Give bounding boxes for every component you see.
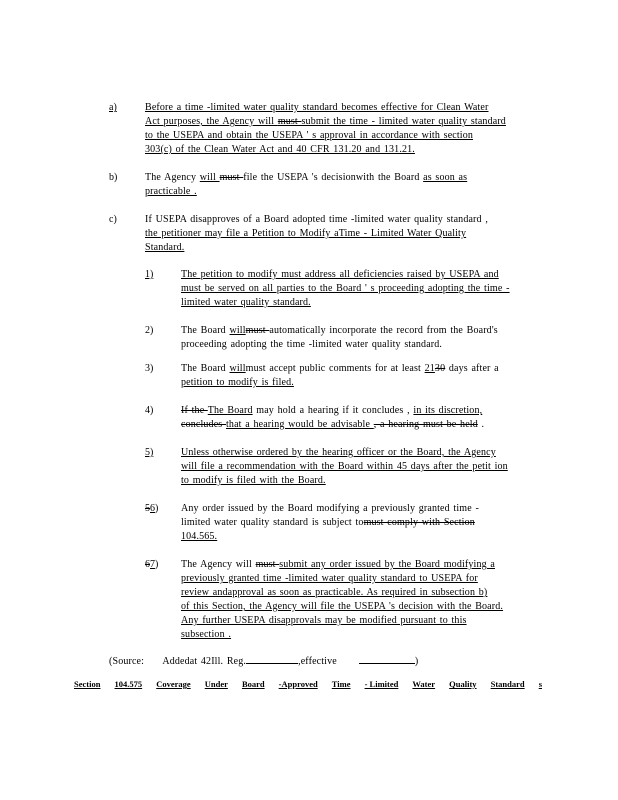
item-c1-line-1: The petition to modify must address all deficiencies raised by USEPA and: [181, 269, 499, 280]
heading-word: Standard: [490, 679, 525, 689]
heading-word: - Limited: [364, 679, 399, 689]
item-c-label: c): [109, 214, 117, 225]
item-c7-line-1: The Agency will must submit any order issued by the Board modifying a: [181, 559, 495, 570]
heading-word: s: [538, 679, 542, 689]
item-c7-line-5: Any further USEPA disapprovals may be modified pursuant to this: [181, 615, 467, 626]
item-c-line-3: Standard.: [145, 242, 185, 253]
item-c7-line-3: review andapproval as soon as practicable. As required in subsection b): [181, 587, 488, 598]
item-c6-label: 56): [145, 503, 159, 514]
item-c5-label: 5): [145, 447, 154, 458]
section-heading: [74, 678, 542, 690]
item-b-line-2: practicable .: [145, 186, 197, 197]
heading-word: Section: [74, 679, 101, 689]
item-c3-label: 3): [145, 363, 154, 374]
item-c2-line-1: The Board willmust automatically incorporate the record from the Board's: [181, 325, 498, 336]
item-a-line-2: Act purposes, the Agency will must submit the time - limited water quality standard: [145, 116, 506, 127]
item-c6-line-3: 104.565.: [181, 531, 218, 542]
item-a-line-1: Before a time -limited water quality standard becomes effective for Clean Water: [145, 102, 489, 113]
heading-word: Quality: [449, 679, 477, 689]
item-a-line-3: to the USEPA and obtain the USEPA ' s approval in accordance with section: [145, 130, 474, 141]
heading-word: Coverage: [156, 679, 191, 689]
item-c1-line-2: must be served on all parties to the Board ' s proceeding adopting the time -: [181, 283, 510, 294]
item-c5-line-2: will file a recommendation with the Board within 45 days after the petit ion: [181, 461, 508, 472]
item-c5-line-1: Unless otherwise ordered by the hearing officer or the Board, the Agency: [181, 447, 496, 458]
item-c-line-1: If USEPA disapproves of a Board adopted time -limited water quality standard ,: [145, 214, 488, 225]
source-note: (Source: Addedat 42Ill. Reg. ,effective ): [109, 656, 419, 667]
item-c7-label: 67): [145, 559, 159, 570]
heading-word: 104.575: [114, 679, 143, 689]
item-c3-line-2: petition to modify is filed.: [181, 377, 294, 388]
heading-word: -Approved: [278, 679, 318, 689]
heading-word: Time: [331, 679, 351, 689]
item-c1-line-3: limited water quality standard.: [181, 297, 311, 308]
heading-word: Under: [204, 679, 228, 689]
item-c7-line-4: of this Section, the Agency will file the USEPA 's decision with the Board.: [181, 601, 504, 612]
heading-word: Board: [241, 679, 265, 689]
item-b-line-1: The Agency will must file the USEPA 's decisionwith the Board as soon as: [145, 172, 468, 183]
item-c1-label: 1): [145, 269, 154, 280]
item-c3-line-1: The Board willmust accept public comments for at least 2130 days after a: [181, 363, 499, 374]
item-b-label: b): [109, 172, 118, 183]
item-c2-line-2: proceeding adopting the time -limited water quality standard.: [181, 339, 443, 350]
item-c7-line-6: subsection .: [181, 629, 232, 640]
heading-word: Water: [412, 679, 436, 689]
item-c4-line-1: If the The Board may hold a hearing if it concludes , in its discretion,: [181, 405, 483, 416]
item-c5-line-3: to modify is filed with the Board.: [181, 475, 326, 486]
item-c2-label: 2): [145, 325, 154, 336]
effective-date-blank: [359, 654, 415, 664]
register-blank: [246, 654, 298, 664]
item-a-label: a): [109, 102, 117, 113]
item-c7-line-2: previously granted time -limited water quality standard to USEPA for: [181, 573, 478, 584]
item-a-line-4: 303(c) of the Clean Water Act and 40 CFR 131.20 and 131.21.: [145, 144, 415, 155]
item-c4-label: 4): [145, 405, 154, 416]
item-c6-line-1: Any order issued by the Board modifying a previously granted time -: [181, 503, 479, 514]
item-c-line-2: the petitioner may file a Petition to Modify aTime - Limited Water Quality: [145, 228, 467, 239]
item-c6-line-2: limited water quality standard is subject tomust comply with Section: [181, 517, 475, 528]
item-c4-line-2: concludes that a hearing would be advisable , a hearing must be held .: [181, 419, 485, 430]
